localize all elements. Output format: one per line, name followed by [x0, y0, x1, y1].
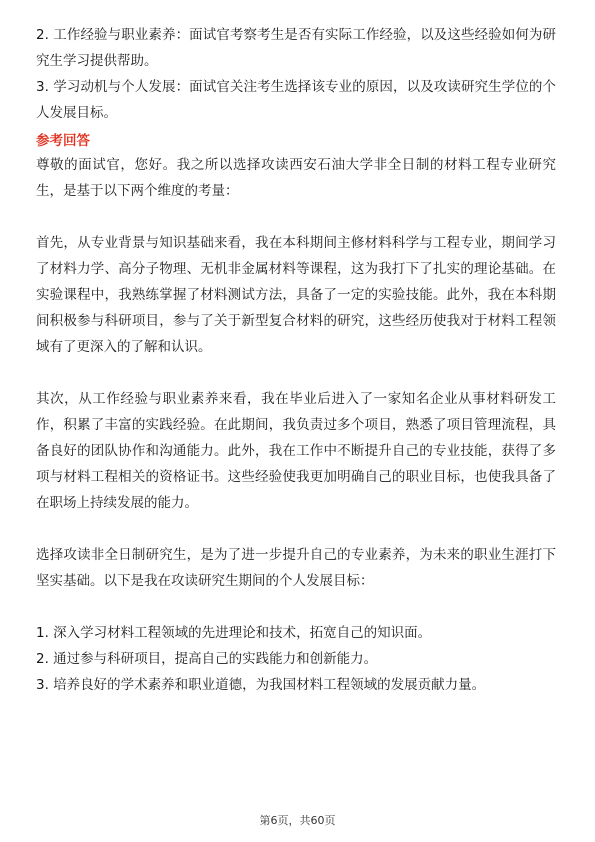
page-number: 第6页，共60页 — [259, 814, 336, 827]
spacer — [36, 204, 556, 230]
greeting-paragraph: 尊敬的面试官，您好。我之所以选择攻读西安石油大学非全日制的材料工程专业研究生，是基于以下两个维度的考量： — [36, 157, 556, 199]
answer-heading: 参考回答 — [36, 133, 90, 149]
spacer — [36, 360, 556, 386]
goal-item: 2. 通过参与科研项目，提高自己的实践能力和创新能力。 — [36, 651, 378, 667]
paragraph-first: 首先，从专业背景与知识基础来看，我在本科期间主修材料科学与工程专业，期间学习了材料力学、高分子物理、无机非金属材料等课程，这为我打下了扎实的理论基础。在实验课程中，我熟练掌握了材料测试方法，具备了一定的实验技能。此外，我在本科期间积极参与科研项目，参与了关于新型复合材料的研究，这些经历使我对于材料工程领域有了更深入的了解和认识。 — [36, 235, 556, 355]
intro-item: 3. 学习动机与个人发展：面试官关注考生选择该专业的原因，以及攻读研究生学位的个人发展目标。 — [36, 79, 556, 121]
page-content — [36, 22, 556, 698]
spacer — [36, 516, 556, 542]
intro-item: 2. 工作经验与职业素养：面试官考察考生是否有实际工作经验，以及这些经验如何为研究生学习提供帮助。 — [36, 27, 556, 69]
goal-item: 1. 深入学习材料工程领域的先进理论和技术，拓宽自己的知识面。 — [36, 625, 432, 641]
paragraph-second: 其次，从工作经验与职业素养来看，我在毕业后进入了一家知名企业从事材料研发工作，积累了丰富的实践经验。在此期间，我负责过多个项目，熟悉了项目管理流程，具备良好的团队协作和沟通能力。此外，我在工作中不断提升自己的专业技能，获得了多项与材料工程相关的资格证书。这些经验使我更加明确自己的职业目标，也使我具备了在职场上持续发展的能力。 — [36, 391, 556, 511]
goal-item: 3. 培养良好的学术素养和职业道德，为我国材料工程领域的发展贡献力量。 — [36, 677, 486, 693]
spacer — [36, 594, 556, 620]
paragraph-third: 选择攻读非全日制研究生，是为了进一步提升自己的专业素养，为未来的职业生涯打下坚实基础。以下是我在攻读研究生期间的个人发展目标： — [36, 547, 556, 589]
